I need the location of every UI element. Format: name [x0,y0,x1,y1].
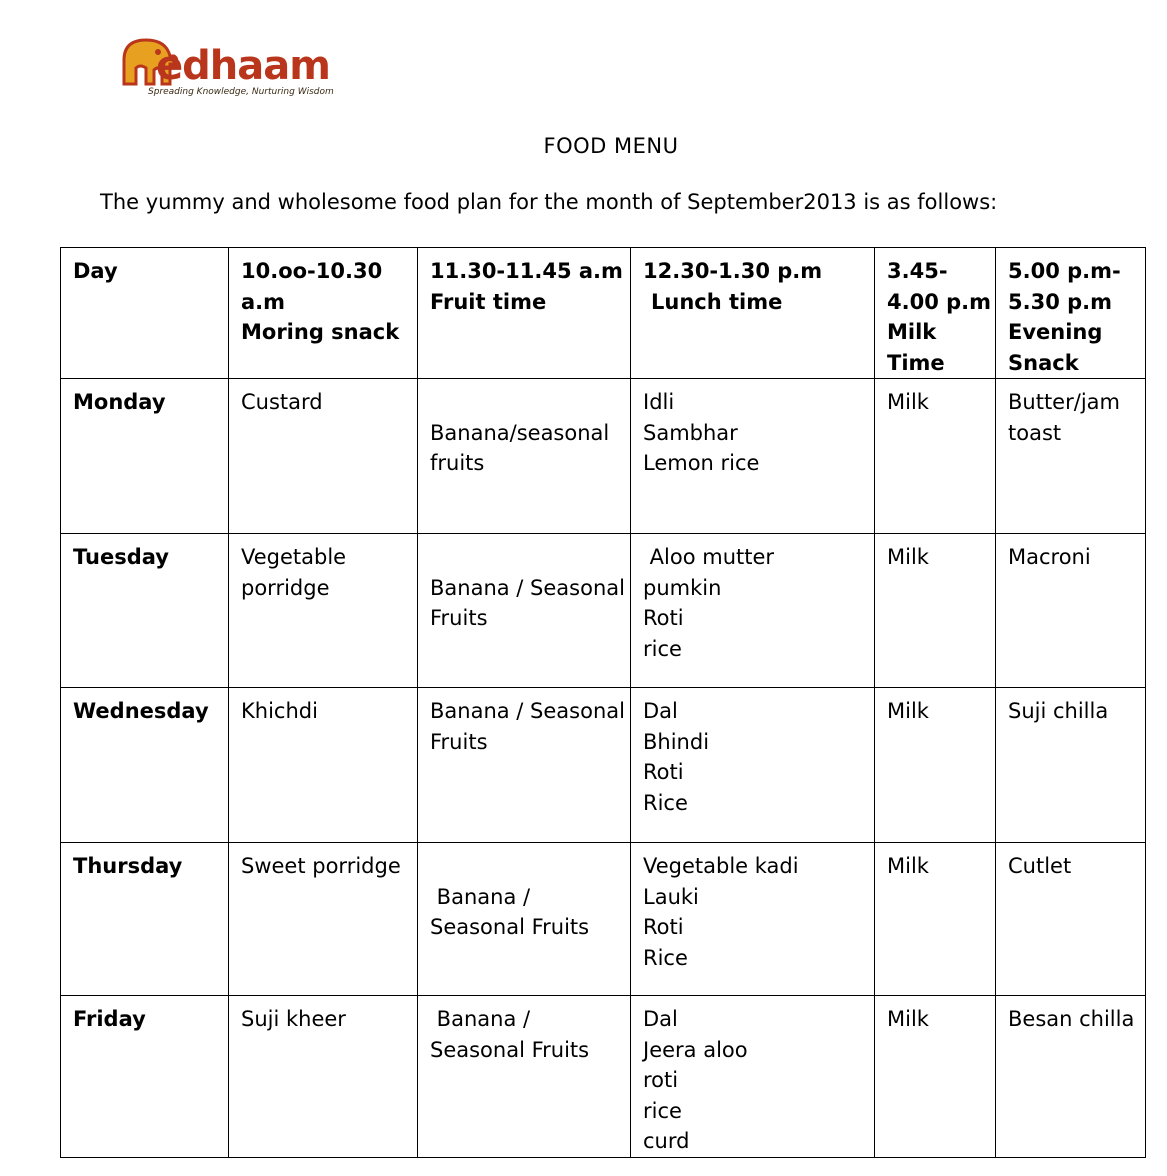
table-row [61,688,1146,843]
medhaam-logo [118,30,378,102]
day-cell: Friday [61,996,229,1158]
header-evening-snack: 5.00 p.m- 5.30 p.m Evening Snack [996,248,1146,379]
day-cell: Monday [61,379,229,534]
evening-snack-cell: Butter/jam toast [996,379,1146,534]
morning-snack-cell: Suji kheer [229,996,418,1158]
day-cell: Thursday [61,843,229,996]
milk-cell: Milk [875,688,996,843]
table-row [61,843,1146,996]
evening-snack-cell: Suji chilla [996,688,1146,843]
header-milk-time: 3.45- 4.00 p.m Milk Time [875,248,996,379]
logo-wordmark: edhaam [156,43,330,89]
evening-snack-cell: Cutlet [996,843,1146,996]
milk-cell: Milk [875,379,996,534]
lunch-cell: Dal Jeera aloo roti rice curd [631,996,875,1158]
fruit-cell: Banana / Seasonal Fruits [418,688,631,843]
lunch-cell: Aloo mutter pumkin Roti rice [631,534,875,688]
day-cell: Wednesday [61,688,229,843]
morning-snack-cell: Khichdi [229,688,418,843]
logo-tagline: Spreading Knowledge, Nurturing Wisdom [148,87,334,97]
lunch-cell: Idli Sambhar Lemon rice [631,379,875,534]
lunch-cell: Vegetable kadi Lauki Roti Rice [631,843,875,996]
table-row [61,379,1146,534]
page-title: FOOD MENU [543,134,679,158]
evening-snack-cell: Macroni [996,534,1146,688]
intro-text: The yummy and wholesome food plan for the month of September2013 is as follows: [100,190,998,214]
header-morning-snack: 10.oo-10.30 a.m Moring snack [229,248,418,379]
morning-snack-cell: Sweet porridge [229,843,418,996]
header-fruit-time: 11.30-11.45 a.m Fruit time [418,248,631,379]
milk-cell: Milk [875,534,996,688]
header-day: Day [61,248,229,379]
fruit-cell: Banana / Seasonal Fruits [418,534,631,688]
morning-snack-cell: Vegetable porridge [229,534,418,688]
fruit-cell: Banana / Seasonal Fruits [418,996,631,1158]
fruit-cell: Banana/seasonal fruits [418,379,631,534]
header-lunch-time: 12.30-1.30 p.m Lunch time [631,248,875,379]
lunch-cell: Dal Bhindi Roti Rice [631,688,875,843]
table-row [61,534,1146,688]
header-row [61,248,1146,379]
food-menu-table [60,247,1146,1158]
day-cell: Tuesday [61,534,229,688]
fruit-cell: Banana / Seasonal Fruits [418,843,631,996]
table-row [61,996,1146,1158]
morning-snack-cell: Custard [229,379,418,534]
evening-snack-cell: Besan chilla [996,996,1146,1158]
milk-cell: Milk [875,843,996,996]
milk-cell: Milk [875,996,996,1158]
